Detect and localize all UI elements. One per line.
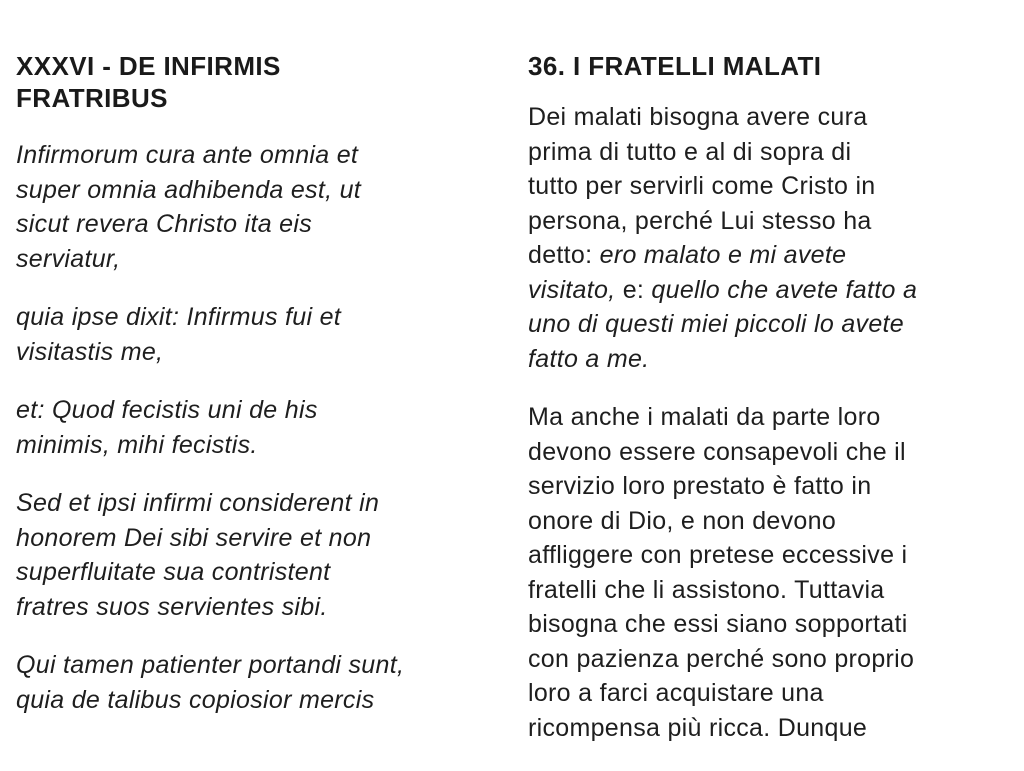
text-line: onore di Dio, e non devono <box>528 506 837 535</box>
latin-paragraph-4 <box>16 486 510 624</box>
latin-paragraph-3 <box>16 393 510 462</box>
text-line: loro a farci acquistare una <box>528 679 824 707</box>
text-segment: e: <box>615 275 652 304</box>
text-line: uno di questi miei piccoli lo avete <box>528 310 904 338</box>
text-line: superfluitate sua contristent <box>16 558 331 586</box>
quote-segment: ero malato e mi avete <box>599 241 847 269</box>
text-line: quia de talibus copiosior mercis <box>16 685 375 714</box>
text-line: servizio loro prestato è fatto in <box>528 472 872 500</box>
text-line: fratres suos servientes sibi. <box>16 592 328 621</box>
latin-paragraph-1 <box>16 138 510 276</box>
text-line: super omnia adhibenda est, ut <box>16 175 362 204</box>
text-line: con pazienza perché sono proprio <box>528 644 915 673</box>
text-line: minimis, mihi fecistis. <box>16 430 258 459</box>
text-line: et: Quod fecistis uni de his <box>16 396 318 424</box>
text-line: fatto a me. <box>528 344 650 373</box>
text-line: visitastis me, <box>16 337 164 366</box>
italian-column <box>528 50 1022 769</box>
text-line: quia ipse dixit: Infirmus fui et <box>16 303 342 331</box>
text-segment: detto: <box>528 241 600 269</box>
text-line: tutto per servirli come Cristo in <box>528 172 876 200</box>
text-line: affliggere con pretese eccessive i <box>528 541 908 569</box>
text-line: ricompensa più ricca. Dunque <box>528 713 868 742</box>
text-line: Qui tamen patienter portandi sunt, <box>16 651 405 679</box>
text-line: prima di tutto e al di sopra di <box>528 137 852 166</box>
italian-paragraph-2 <box>528 400 1022 745</box>
text-line: honorem Dei sibi servire et non <box>16 523 372 552</box>
text-line: sicut revera Christo ita eis <box>16 210 312 238</box>
text-line: Infirmorum cura ante omnia et <box>16 141 359 169</box>
quote-segment: visitato, <box>528 275 616 304</box>
latin-paragraph-2 <box>16 300 510 369</box>
latin-heading-line-2: FRATRIBUS <box>16 83 168 113</box>
italian-paragraph-1 <box>528 100 1022 376</box>
text-line: fratelli che li assistono. Tuttavia <box>528 575 885 604</box>
text-line: Sed et ipsi infirmi considerent in <box>16 489 380 517</box>
quote-segment: quello che avete fatto a <box>651 275 918 304</box>
italian-heading: 36. I FRATELLI MALATI <box>528 51 822 81</box>
latin-column <box>16 50 510 741</box>
text-line: serviatur, <box>16 244 121 273</box>
text-line: persona, perché Lui stesso ha <box>528 206 872 235</box>
text-line: Ma anche i malati da parte loro <box>528 403 881 431</box>
text-line: bisogna che essi siano sopportati <box>528 610 908 638</box>
text-line: devono essere consapevoli che il <box>528 437 906 466</box>
text-line <box>528 238 1022 273</box>
latin-paragraph-5 <box>16 648 510 717</box>
text-line <box>528 273 1022 308</box>
latin-heading-line-1: XXXVI - DE INFIRMIS <box>16 51 281 81</box>
text-line: Dei malati bisogna avere cura <box>528 103 868 131</box>
latin-heading <box>16 50 510 114</box>
